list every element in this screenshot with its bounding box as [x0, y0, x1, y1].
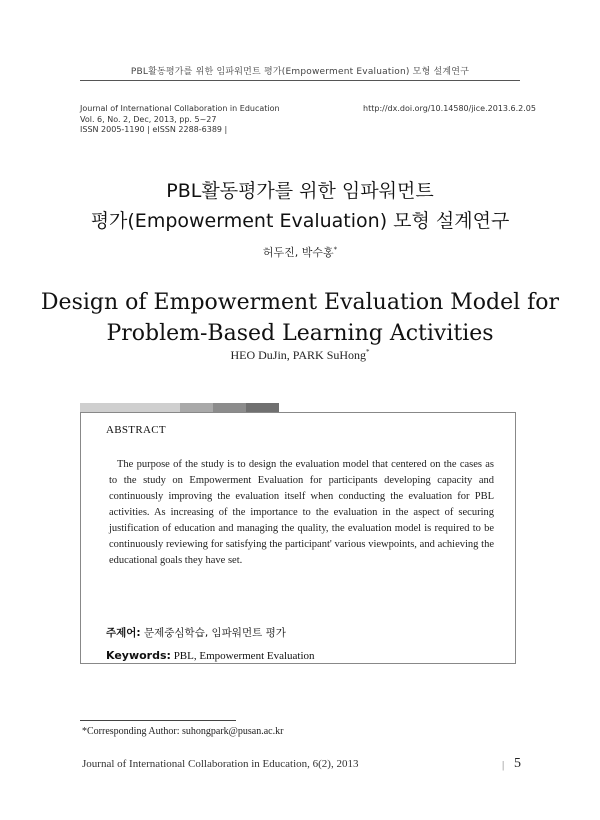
journal-issn: ISSN 2005-1190 | eISSN 2288-6389 | — [80, 125, 228, 134]
header-rule — [80, 80, 520, 81]
footnote-rule — [80, 720, 236, 721]
footer-separator: | — [502, 759, 505, 771]
journal-name: Journal of International Collaboration in Education — [80, 104, 280, 113]
keywords-english — [106, 649, 315, 662]
decor-bar-1 — [80, 403, 180, 412]
authors-korean — [0, 244, 600, 260]
page-number: 5 — [514, 756, 521, 771]
corresponding-author-mark: * — [333, 245, 338, 254]
decor-bar-2 — [180, 403, 213, 412]
keywords-korean-values: 문제중심학습, 임파워먼트 평가 — [143, 627, 286, 639]
authors-english-names: HEO DuJin, PARK SuHong — [230, 348, 367, 362]
running-header: PBL활동평가를 위한 임파워먼트 평가(Empowerment Evaluation) 모형 설계연구 — [130, 67, 470, 77]
decor-bar-3 — [213, 403, 246, 412]
keywords-english-values: PBL, Empowerment Evaluation — [173, 650, 315, 662]
abstract-body: The purpose of the study is to design the evaluation model that centered on the cases as to the study on Empowerment Evaluation for participants developing capacity and continuously improving the evaluation itself when conducting the evaluation for PBL activities. As increasing of the importance to the evaluation in the aspect of securing justification of education and managing the quality, the evaluation model is required to be continuously reviewing for satisfying the participant' various viewpoints, and achieving the educational goals they have set. — [109, 459, 494, 566]
authors-english — [0, 348, 600, 363]
title-english-line1: Design of Empowerment Evaluation Model for — [40, 290, 560, 315]
keywords-korean-label: 주제어: — [106, 627, 141, 639]
title-english — [0, 287, 600, 349]
doi-link[interactable]: http://dx.doi.org/10.14580/jice.2013.6.2.05 — [363, 104, 536, 113]
corresponding-author-mark-en: * — [366, 348, 370, 356]
authors-korean-names: 허두진, 박수홍 — [262, 246, 334, 259]
keywords-korean — [106, 625, 286, 640]
title-korean — [0, 176, 600, 236]
abstract-box — [80, 412, 516, 664]
footer-journal-citation: Journal of International Collaboration in Education, 6(2), 2013 — [82, 758, 359, 770]
abstract-heading: ABSTRACT — [106, 424, 166, 436]
title-korean-line2: 평가(Empowerment Evaluation) 모형 설계연구 — [90, 210, 510, 232]
journal-volume: Vol. 6, No. 2, Dec, 2013, pp. 5~27 — [80, 114, 217, 124]
footnote-corresponding-author: *Corresponding Author: suhongpark@pusan.ac.kr — [82, 726, 284, 737]
keywords-english-label: Keywords: — [106, 649, 171, 662]
decor-bar-4 — [246, 403, 279, 412]
title-english-line2: Problem-Based Learning Activities — [106, 321, 494, 346]
title-korean-line1: PBL활동평가를 위한 임파워먼트 — [166, 180, 434, 202]
journal-meta — [80, 104, 280, 136]
